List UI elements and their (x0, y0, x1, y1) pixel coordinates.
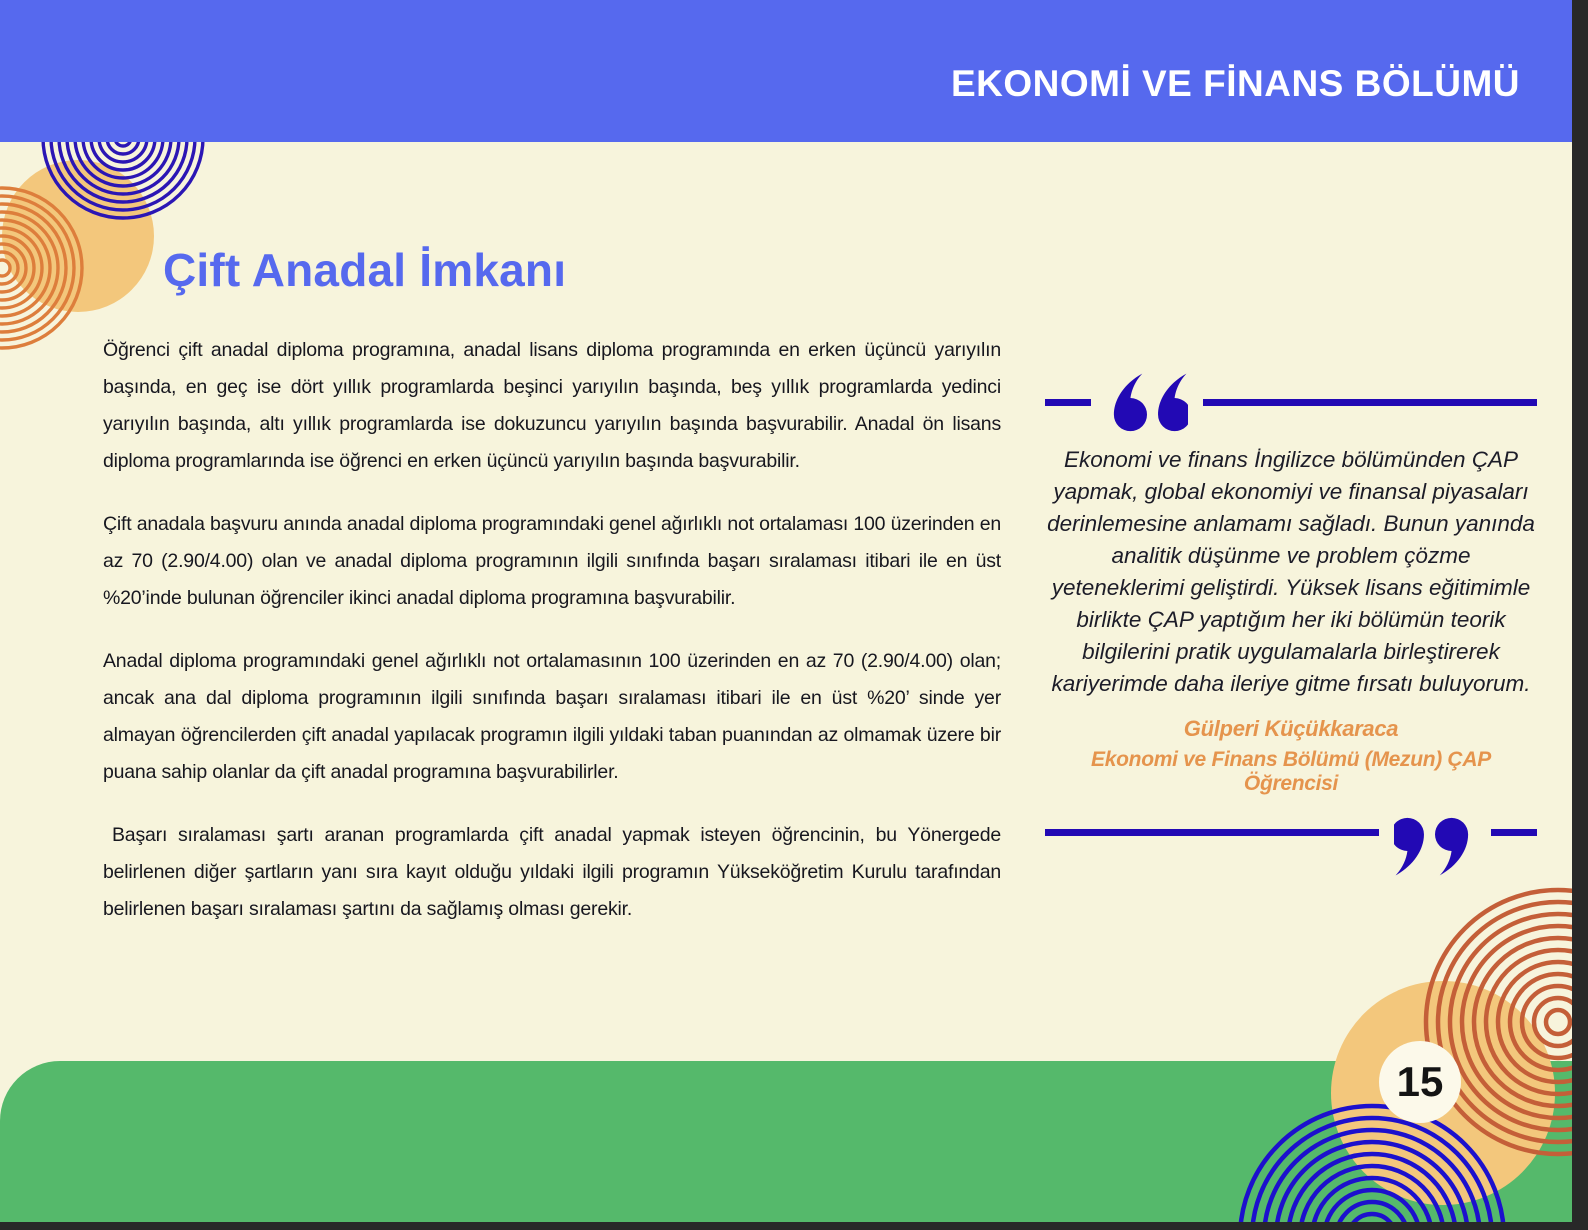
paragraph: Öğrenci çift anadal diploma programına, anadal lisans diploma programında en erken üçüncü yarıyılın başında, en geç ise dört yıllık programlarda beşinci yarıyılın başında, beş yıllık programlarda yedinci yarıyılın başında, altı yıllık programlarda ise dokuzuncu yarıyılın başında başvurabilir. Anadal ön lisans diploma programlarında ise öğrenci en erken üçüncü yarıyılın başında başvurabilir. (103, 339, 1001, 472)
page-number-badge (1379, 1041, 1461, 1123)
quote-dash (1045, 399, 1091, 406)
paragraph: Anadal diploma programındaki genel ağırlıklı not ortalamasının 100 üzerinden en az 70 (2.90/4.00) olan; ancak ana dal diploma programının ilgili sınıfında başarı sıralaması itibari ile en üst %20’ sinde yer almayan öğrencilerden çift anadal yapılacak programın ilgili yıldaki taban puanından az olmamak üzere bir puana sahip olanlar da çift anadal programına başvurabilirler. (103, 650, 1001, 783)
paragraph: Başarı sıralaması şartı aranan programlarda çift anadal yapmak isteyen öğrencinin, bu Yönergede belirlenen diğer şartların yanı sıra kayıt olduğu yıldaki ilgili programın Yükseköğretim Kurulu tarafından belirlenen başarı sıralaması şartını da sağlamış olması gerekir. (103, 824, 1001, 920)
testimonial-quote (1045, 372, 1537, 862)
quote-author-role: Ekonomi ve Finans Bölümü (Mezun) ÇAP Öğrencisi (1091, 748, 1491, 795)
page-title: Çift Anadal İmkanı (163, 244, 567, 296)
page-number: 15 (1396, 1058, 1444, 1105)
quote-text: Ekonomi ve finans İngilizce bölümünden ÇAP yapmak, global ekonomiyi ve finansal piyasaları derinlemesine anlamamı sağladı. Bunun yanında analitik düşünme ve problem çözme yeteneklerimi geliştirdi. Yüksek lisans eğitimimle birlikte ÇAP yaptığım her iki bölümün teorik bilgilerini pratik uygulamalarla birleştirerek kariyerimde daha ileriye gitme fırsatı buluyorum. (1047, 447, 1535, 696)
open-quote-icon (1106, 372, 1188, 432)
quote-rule-line (1203, 399, 1537, 406)
department-title: EKONOMİ VE FİNANS BÖLÜMÜ (950, 63, 1520, 104)
header-bar (0, 0, 1572, 142)
body-text (103, 332, 1001, 954)
quote-author: Gülperi Küçükkaraca (1183, 716, 1399, 741)
quote-rule-line (1045, 829, 1379, 836)
viewer-frame-edge (0, 1222, 1588, 1230)
quote-close-rule (1045, 802, 1537, 862)
quote-open-rule (1045, 372, 1537, 432)
close-quote-icon (1394, 817, 1476, 877)
tan-circle-decoration (2, 160, 154, 312)
viewer-frame-edge (1572, 0, 1588, 1230)
paragraph: Çift anadala başvuru anında anadal diploma programındaki genel ağırlıklı not ortalaması 100 üzerinden en az 70 (2.90/4.00) olan ve anadal diploma programının ilgili sınıfında başarı sıralaması itibari ile en üst %20’inde bulunan öğrenciler ikinci anadal diploma programına başvurabilir. (103, 513, 1001, 609)
quote-dash (1491, 829, 1537, 836)
